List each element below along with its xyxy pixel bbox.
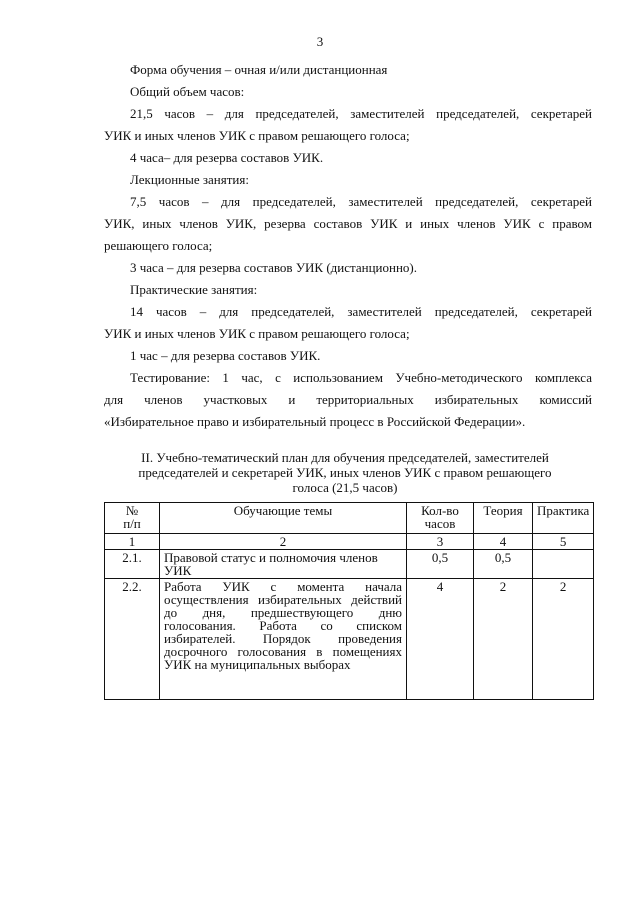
header-num-line: № [125,503,139,518]
total-hours-paragraph-line: УИК и иных членов УИК с правом решающего голоса; [104,128,410,143]
section-heading-line: председателей и секретарей УИК, иных членов УИК с правом решающего [138,465,552,480]
section-heading [110,450,580,495]
header-practice: Практика [533,503,594,534]
row-num: 2.2. [105,579,160,700]
row-practice: 2 [533,579,594,700]
header-topic: Обучающие темы [160,503,407,534]
column-numbers-row [105,534,594,550]
practice-label: Практические занятия: [130,282,258,297]
lectures-paragraph-line: 7,5 часов – для председателей, заместителей председателей, секретарей [130,194,592,209]
header-hours [407,503,474,534]
reserve-hours-paragraph: 4 часа– для резерва составов УИК. [130,150,324,165]
total-hours-paragraph-line: 21,5 часов – для председателей, заместителей председателей, секретарей [130,106,592,121]
lectures-paragraph-line: УИК, иных членов УИК, резерва составов УИК и иных членов УИК с правом [104,216,592,231]
section-heading-line: II. Учебно-тематический план для обучения председателей, заместителей [141,450,549,465]
column-number: 4 [474,534,533,550]
header-hours-line: часов [424,516,456,531]
row-topic: Правовой статус и полномочия членов УИК [160,550,407,579]
table-row [105,579,594,700]
header-hours-line: Кол-во [421,503,459,518]
lectures-paragraph-line: решающего голоса; [104,238,213,253]
total-hours-label: Общий объем часов: [130,84,245,99]
testing-paragraph-line: Тестирование: 1 час, с использованием Учебно-методического комплекса [130,370,592,385]
row-num: 2.1. [105,550,160,579]
document-body [104,62,592,432]
row-hours: 4 [407,579,474,700]
practice-paragraph-line: УИК и иных членов УИК с правом решающего голоса; [104,326,410,341]
curriculum-table [104,502,594,700]
column-number: 5 [533,534,594,550]
table-row [105,550,594,579]
row-practice [533,550,594,579]
column-number: 3 [407,534,474,550]
training-form-paragraph: Форма обучения – очная и/или дистанционная [130,62,388,77]
header-theory: Теория [474,503,533,534]
row-theory: 2 [474,579,533,700]
practice-reserve-paragraph: 1 час – для резерва составов УИК. [130,348,321,363]
row-hours: 0,5 [407,550,474,579]
testing-paragraph-line: «Избирательное право и избирательный процесс в Российской Федерации». [104,414,526,429]
row-topic: Работа УИК с момента начала осуществления избирательных действий до дня, предшествующего дню голосования. Работа со списком избирателей. Порядок проведения досрочного голосования в помещениях УИК на муниципальных выборах [160,579,407,700]
testing-paragraph-line: для членов участковых и территориальных избирательных комиссий [104,392,592,407]
column-number: 1 [105,534,160,550]
page-number: 3 [316,34,324,49]
header-num [105,503,160,534]
row-theory: 0,5 [474,550,533,579]
table-header-row [105,503,594,534]
column-number: 2 [160,534,407,550]
section-heading-line: голоса (21,5 часов) [292,480,398,495]
header-num-line: п/п [123,516,141,531]
lectures-reserve-paragraph: 3 часа – для резерва составов УИК (дистанционно). [130,260,417,275]
practice-paragraph-line: 14 часов – для председателей, заместителей председателей, секретарей [130,304,592,319]
lectures-label: Лекционные занятия: [130,172,249,187]
